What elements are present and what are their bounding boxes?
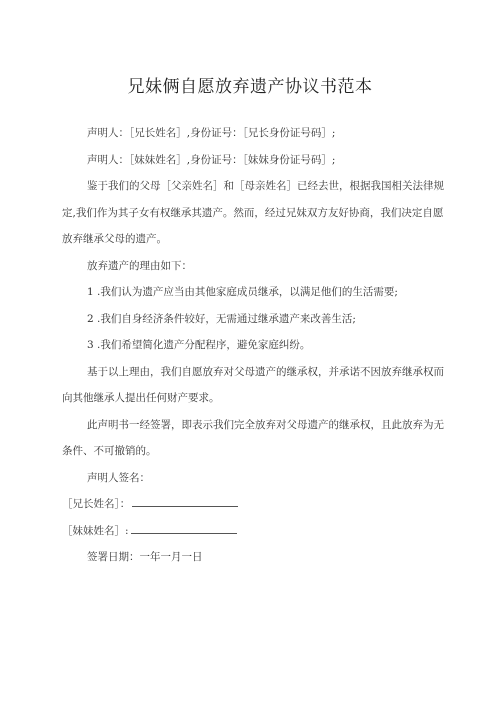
signature-blank bbox=[131, 523, 237, 534]
signature-label-brother: ［兄长姓名］： bbox=[62, 498, 131, 510]
waiver-paragraph: 基于以上理由，我们自愿放弃对父母遗产的继承权，并承诺不因放弃继承权而向其他继承人提出任何财产要求。 bbox=[62, 365, 444, 404]
background-paragraph: 鉴于我们的父母［父亲姓名］和［母亲姓名］已经去世，根据我国相关法律规定,我们作为其子女有权继承其遗产。然而，经过兄妹双方友好协商，我们决定自愿放弃继承父母的遗产。 bbox=[62, 180, 444, 245]
reason-item: 2 .我们自身经济条件较好，无需通过继承遗产来改善生活; bbox=[87, 312, 356, 325]
signature-line-sister bbox=[62, 518, 444, 545]
irrevocable-paragraph: 此声明书一经签署，即表示我们完全放弃对父母遗产的继承权，且此放弃为无条件、不可撤销的。 bbox=[62, 418, 444, 457]
signature-heading: 声明人签名： bbox=[87, 471, 150, 484]
reason-item: 3 .我们希望简化遗产分配程序，避免家庭纠纷。 bbox=[87, 339, 311, 351]
signature-label-sister: ［妹妹姓名］: bbox=[62, 524, 129, 537]
document-title: 兄妹俩自愿放弃遗产协议书范本 bbox=[127, 77, 373, 97]
reason-item: 1 .我们认为遗产应当由其他家庭成员继承，以满足他们的生活需要; bbox=[87, 286, 398, 298]
document-body bbox=[62, 120, 444, 571]
declarant-sister: 声明人：［妹妹姓名］,身份证号：［妹妹身份证号码］; bbox=[87, 153, 336, 166]
reasons-heading: 放弃遗产的理由如下： bbox=[87, 259, 192, 272]
declarant-brother: 声明人：［兄长姓名］,身份证号：［兄长身份证号码］; bbox=[87, 127, 336, 139]
signing-date: 签署日期：一年一月一日 bbox=[87, 551, 203, 563]
signature-line-brother bbox=[62, 491, 444, 518]
signature-blank bbox=[132, 496, 238, 507]
